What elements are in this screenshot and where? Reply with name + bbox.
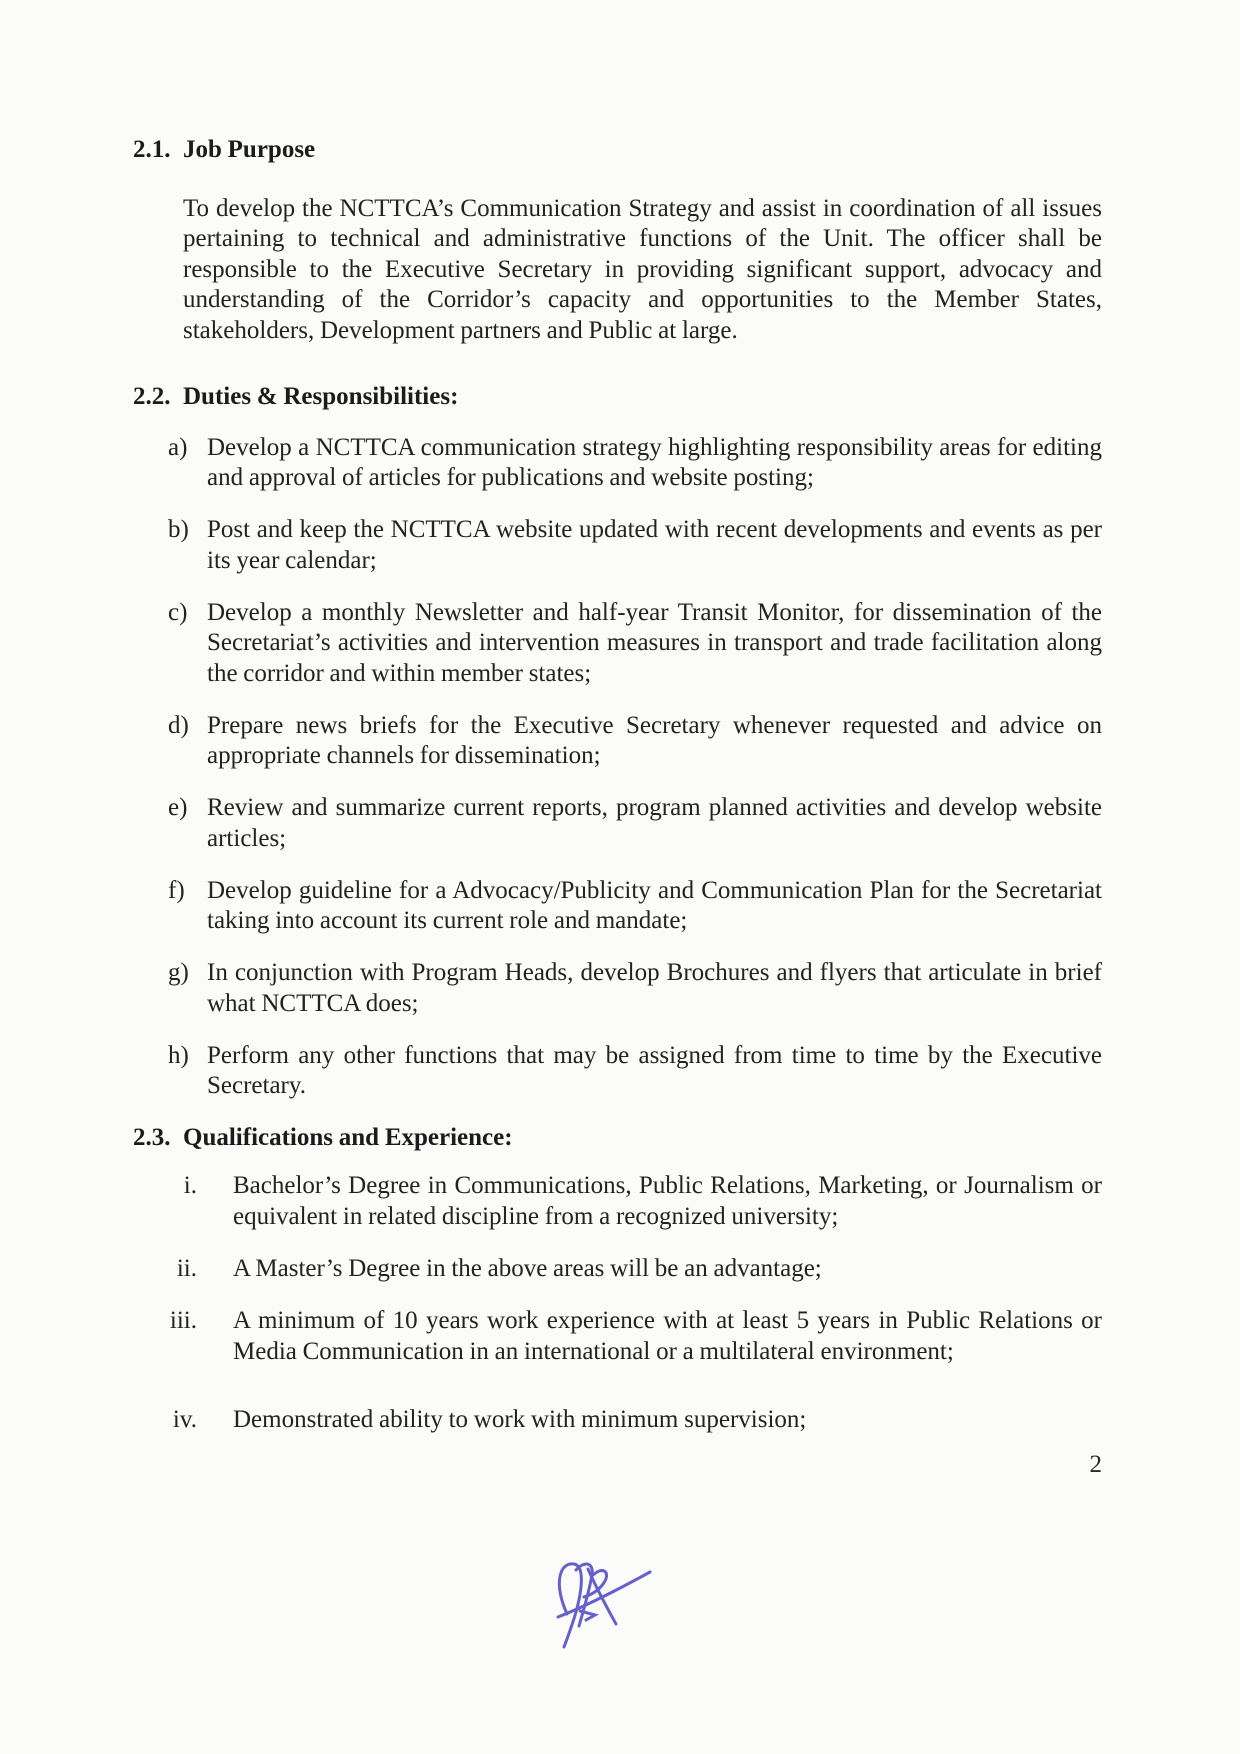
section-title: Qualifications and Experience: — [183, 1124, 513, 1151]
qualification-item-ii — [133, 1254, 1102, 1285]
job-purpose-paragraph: To develop the NCTTCA’s Communication Strategy and assist in coordination of all issues pertaining to technical and administrative functions of the Unit. The officer shall be responsible to the Executive Secretary in providing significant support, advocacy and understanding of the Corridor’s capacity and opportunities to the Member States, stakeholders, Development partners and Public at large. — [183, 194, 1102, 344]
section-number: 2.1. — [133, 136, 171, 163]
section-title: Job Purpose — [183, 136, 316, 163]
duty-item-f — [133, 876, 1102, 937]
list-marker: b) — [168, 516, 189, 543]
section-number: 2.3. — [133, 1124, 171, 1151]
list-item-text: Develop a NCTTCA communication strategy highlighting responsibility areas for editing and approval of articles for publications and website posting; — [207, 433, 1102, 491]
list-marker: a) — [168, 433, 188, 461]
list-marker: iv. — [172, 1405, 197, 1433]
duty-item-h — [133, 1041, 1102, 1102]
list-item-text: Review and summarize current reports, program planned activities and develop website articles; — [207, 794, 1102, 852]
list-marker: c) — [168, 598, 188, 626]
list-item-text: Demonstrated ability to work with minimum supervision; — [233, 1405, 807, 1433]
section-heading-qualifications — [133, 1123, 1102, 1154]
duty-item-d — [133, 711, 1102, 772]
section-title: Duties & Responsibilities: — [183, 383, 459, 410]
list-item-text: Post and keep the NCTTCA website updated with recent developments and events as per its year calendar; — [207, 516, 1102, 574]
list-marker: ii. — [176, 1255, 197, 1282]
list-item-text: Bachelor’s Degree in Communications, Public Relations, Marketing, or Journalism or equivalent in related discipline from a recognized university; — [233, 1172, 1102, 1230]
list-marker: e) — [168, 794, 188, 821]
duty-item-a — [133, 433, 1102, 494]
list-item-text: A Master’s Degree in the above areas will be an advantage; — [233, 1255, 822, 1282]
document-content — [133, 0, 1102, 1480]
qualification-item-i — [133, 1171, 1102, 1232]
list-item-text: Develop guideline for a Advocacy/Publicity and Communication Plan for the Secretariat taking into account its current role and mandate; — [207, 876, 1102, 934]
duty-item-c — [133, 598, 1102, 690]
list-marker: d) — [168, 711, 189, 739]
qualification-item-iii — [133, 1306, 1102, 1367]
list-item-text: Perform any other functions that may be assigned from time to time by the Executive Secretary. — [207, 1041, 1102, 1099]
list-marker: i. — [183, 1172, 197, 1199]
section-heading-job-purpose — [133, 135, 1102, 166]
page-number: 2 — [1089, 1450, 1102, 1478]
list-item-text: Develop a monthly Newsletter and half-year Transit Monitor, for dissemination of the Secretariat’s activities and intervention measures in transport and trade facilitation along the corridor and within member states; — [207, 598, 1102, 687]
qualification-item-iv — [133, 1405, 1102, 1436]
duty-item-g — [133, 958, 1102, 1019]
list-item-text: In conjunction with Program Heads, develop Brochures and flyers that articulate in brief what NCTTCA does; — [207, 959, 1102, 1017]
section-number: 2.2. — [133, 383, 171, 410]
list-marker: g) — [168, 959, 189, 986]
duty-item-e — [133, 793, 1102, 854]
duty-item-b — [133, 515, 1102, 576]
list-marker: iii. — [169, 1307, 197, 1334]
list-item-text: A minimum of 10 years work experience with at least 5 years in Public Relations or Media Communication in an international or a multilateral environment; — [233, 1307, 1102, 1365]
list-marker: h) — [168, 1041, 189, 1069]
signature-ink — [536, 1556, 654, 1652]
list-marker: f) — [168, 876, 185, 904]
section-heading-duties — [133, 382, 1102, 413]
list-item-text: Prepare news briefs for the Executive Secretary whenever requested and advice on appropriate channels for dissemination; — [207, 711, 1102, 769]
